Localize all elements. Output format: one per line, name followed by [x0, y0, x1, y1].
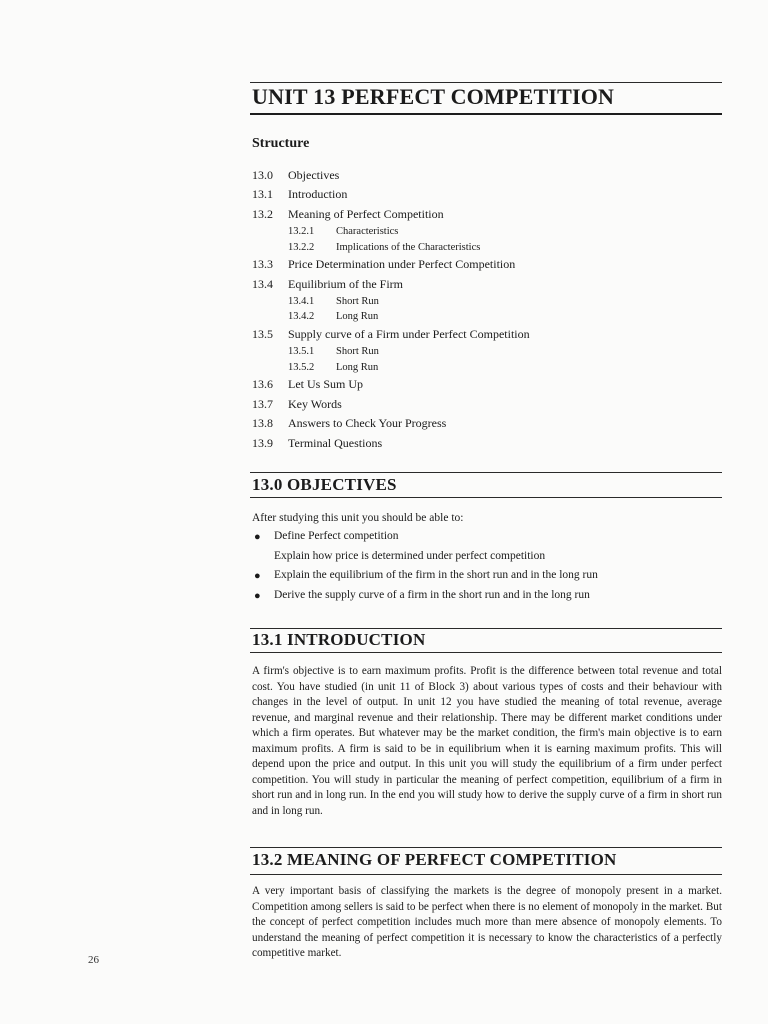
- title-top-rule: [250, 82, 722, 83]
- meaning-bottom-rule: [250, 874, 722, 875]
- bullet-icon: ●: [254, 570, 261, 582]
- toc-title: Short Run: [336, 295, 379, 307]
- toc-item: [252, 207, 722, 226]
- bullet-icon: ●: [254, 531, 261, 543]
- toc-title: Long Run: [336, 311, 379, 323]
- toc-number: 13.4.1: [288, 295, 315, 307]
- toc-number: 13.5.2: [288, 361, 315, 373]
- title-bottom-rule: [250, 113, 722, 115]
- structure-label: Structure: [252, 136, 310, 151]
- toc-number: 13.5: [252, 326, 273, 341]
- toc-title: Key Words: [288, 396, 342, 411]
- toc-title: Supply curve of a Firm under Perfect Competition: [288, 326, 530, 341]
- toc-number: 13.8: [252, 416, 273, 431]
- toc-item: [252, 436, 722, 455]
- toc-number: 13.1: [252, 187, 273, 202]
- toc-title: Price Determination under Perfect Competition: [288, 257, 516, 272]
- toc-subitem: [252, 346, 722, 362]
- objective-item: [252, 589, 722, 609]
- toc-subitem: [252, 311, 722, 327]
- introduction-bottom-rule: [250, 652, 722, 653]
- unit-title: UNIT 13 PERFECT COMPETITION: [252, 84, 615, 109]
- toc-title: Long Run: [336, 361, 379, 373]
- toc-title: Equilibrium of the Firm: [288, 276, 403, 291]
- page-number: 26: [88, 954, 99, 966]
- toc-subitem: [252, 362, 722, 378]
- toc-number: 13.3: [252, 257, 273, 272]
- objective-text: Define Perfect competition: [274, 530, 399, 542]
- objectives-heading: 13.0 OBJECTIVES: [252, 475, 397, 494]
- objective-text: Derive the supply curve of a firm in the short run and in the long run: [274, 588, 590, 601]
- objectives-bottom-rule: [250, 497, 722, 498]
- objective-text: Explain the equilibrium of the firm in the short run and in the long run: [274, 569, 598, 581]
- toc-subitem: [252, 296, 722, 312]
- toc-title: Terminal Questions: [288, 435, 383, 450]
- objective-text: Explain how price is determined under perfect competition: [274, 549, 546, 562]
- toc-subitem: [252, 242, 722, 258]
- objective-item: [252, 550, 722, 570]
- meaning-paragraph: A very important basis of classifying the markets is the degree of monopoly present in a market. Competition among sellers is said to be perfect when there is no element of monopoly in the market. But the concept of perfect competition includes much more than mere absence of monopoly elements. To understand the meaning of perfect competition it is necessary to know the characteristics of a perfectly competitive market.: [252, 885, 722, 959]
- toc-item: [252, 257, 722, 276]
- toc-title: Objectives: [288, 168, 340, 182]
- toc-item: [252, 277, 722, 296]
- toc-number: 13.6: [252, 377, 273, 392]
- toc-number: 13.9: [252, 435, 273, 450]
- toc-title: Meaning of Perfect Competition: [288, 206, 444, 221]
- toc-title: Introduction: [288, 187, 348, 202]
- toc-title: Characteristics: [336, 226, 399, 238]
- introduction-heading: 13.1 INTRODUCTION: [252, 630, 426, 649]
- toc-item: [252, 397, 722, 416]
- toc-item: [252, 416, 722, 435]
- toc-number: 13.2: [252, 206, 273, 221]
- toc-item: [252, 187, 722, 206]
- toc-item: [252, 327, 722, 346]
- toc-number: 13.0: [252, 168, 273, 182]
- bullet-icon: ●: [254, 589, 261, 602]
- introduction-paragraph: A firm's objective is to earn maximum profits. Profit is the difference between total revenue and total cost. You have studied (in unit 11 of Block 3) about various types of costs and their behaviour with changes in the level of output. In unit 12 you have studied the meaning of total revenue, average revenue, and marginal revenue and their relationship. There may be different market conditions under which a firm operates. But whatever may be the market condition, the firm's main objective is to earn maximum profits. A firm is said to be in equilibrium when it is earning maximum profits. This will depend upon the price and output. In this unit you will study the equilibrium of a firm under perfect competition. You will study in particular the meaning of perfect competition, equilibrium of a firm in short run and in long run. In the end you will study how to derive the supply curve of a firm in short run and in long run.: [252, 665, 722, 817]
- toc-number: 13.4: [252, 276, 273, 291]
- toc-title: Let Us Sum Up: [288, 377, 363, 392]
- toc-title: Implications of the Characteristics: [336, 241, 481, 253]
- meaning-top-rule: [250, 847, 722, 848]
- toc-number: 13.7: [252, 396, 273, 411]
- toc-item: [252, 168, 722, 187]
- introduction-top-rule: [250, 628, 722, 629]
- toc-title: Short Run: [336, 346, 379, 358]
- toc-number: 13.2.1: [288, 226, 315, 238]
- objectives-intro: After studying this unit you should be able to:: [252, 512, 464, 524]
- toc-number: 13.2.2: [288, 241, 315, 253]
- objectives-top-rule: [250, 472, 722, 473]
- meaning-heading: 13.2 MEANING OF PERFECT COMPETITION: [252, 850, 617, 869]
- toc-item: [252, 377, 722, 396]
- table-of-contents: [252, 168, 722, 455]
- objective-item: [252, 530, 722, 550]
- objectives-list: [252, 530, 722, 608]
- toc-number: 13.5.1: [288, 346, 315, 358]
- objective-item: [252, 569, 722, 589]
- toc-title: Answers to Check Your Progress: [288, 416, 447, 431]
- toc-subitem: [252, 226, 722, 242]
- toc-number: 13.4.2: [288, 311, 315, 323]
